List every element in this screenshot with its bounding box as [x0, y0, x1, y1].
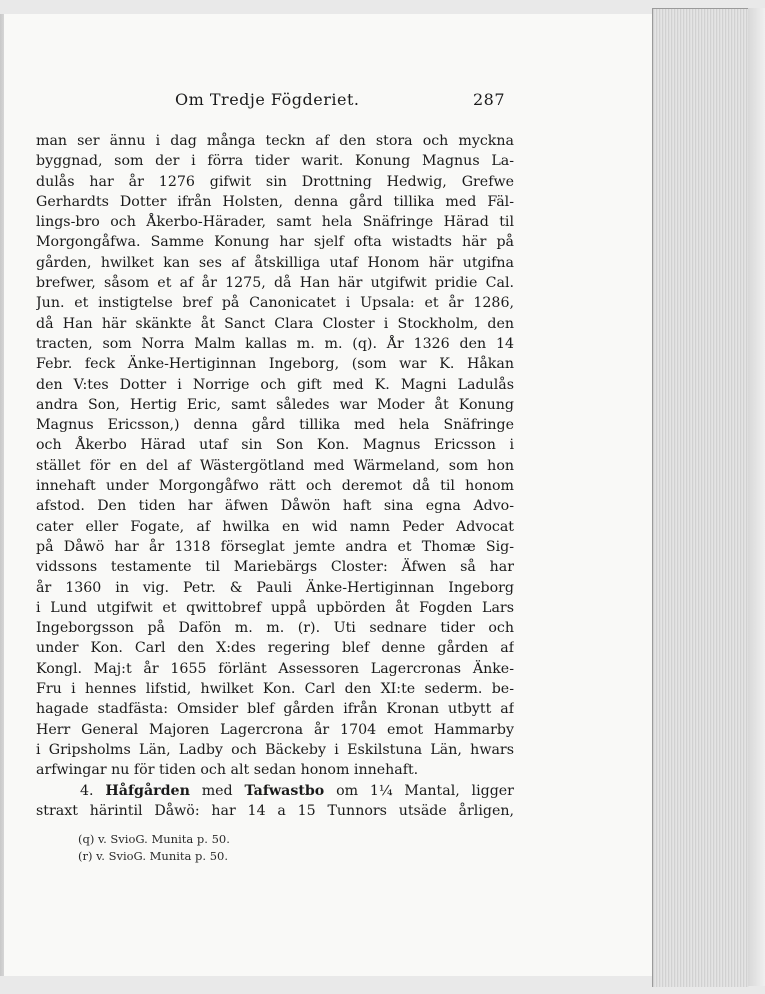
- text-line: på Dåwö har år 1318 förseglat jemte andra et Thomæ Sig-: [36, 538, 514, 555]
- place-name-tafwastbo: Tafwastbo: [244, 782, 325, 799]
- text-line: andra Son, Hertig Eric, samt således war Moder åt Konung: [36, 396, 514, 413]
- text-line: gården, hwilket kan ses af åtskilliga utaf Honom här utgifna: [36, 254, 514, 271]
- item-rest: om 1¼ Mantal, ligger: [336, 782, 514, 799]
- text-line: Kongl. Maj:t år 1655 förlänt Assessoren Lagercronas Änke-: [36, 660, 514, 677]
- footnote-q: (q) v. SvioG. Munita p. 50.: [78, 832, 230, 846]
- text-line: lings-bro och Åkerbo-Härader, samt hela Snäfringe Härad til: [36, 214, 514, 231]
- chapter-title: Om Tredje Fögderiet.: [175, 90, 360, 109]
- text-line: år 1360 in vig. Petr. & Pauli Änke-Hertiginnan Ingeborg: [36, 579, 514, 596]
- text-line: dulås har år 1276 gifwit sin Drottning Hedwig, Grefwe: [36, 173, 514, 190]
- text-line: Ingeborgsson på Dafön m. m. (r). Uti sednare tider och: [36, 620, 514, 637]
- item-number: 4.: [80, 782, 94, 799]
- text-line: brefwer, såsom et af år 1275, då Han här utgifwit pridie Cal.: [36, 275, 514, 292]
- text-line: man ser ännu i dag många teckn af den stora och myckna: [36, 133, 514, 149]
- text-line: Herr General Majoren Lagercrona år 1704 emot Hammarby: [36, 721, 514, 738]
- text-line: Jun. et instigtelse bref på Canonicatet i Upsala: et år 1286,: [36, 295, 514, 312]
- text-line: cater eller Fogate, af hwilka en wid namn Peder Advocat: [36, 518, 514, 535]
- text-line: Magnus Ericsson,) denna gård tillika med hela Snäfringe: [36, 417, 514, 434]
- book-page-edges: [652, 8, 749, 987]
- text-line: innehaft under Morgongåfwo rätt och deremot då til honom: [36, 478, 514, 495]
- body-text: [36, 131, 514, 821]
- text-line: vidssons testamente til Mariebärgs Closter: Äfwen så har: [36, 559, 514, 576]
- text-line: i Gripsholms Län, Ladby och Bäckeby i Eskilstuna Län, hwars: [36, 741, 514, 758]
- text-line: och Åkerbo Härad utaf sin Son Kon. Magnus Ericsson i: [36, 437, 514, 454]
- text-line: Fru i hennes lifstid, hwilket Kon. Carl den XI:te sederm. be-: [36, 681, 514, 698]
- item-4-line: [36, 781, 514, 801]
- text-line: Gerhardts Dotter ifrån Holsten, denna gård tillika med Fäl-: [36, 193, 514, 210]
- text-line: byggnad, som der i förra tider warit. Konung Magnus La-: [36, 153, 514, 170]
- place-name-hafgarden: Håfgården: [105, 782, 190, 799]
- footnotes: [78, 831, 378, 865]
- text-line: Febr. feck Änke-Hertiginnan Ingeborg, (som war K. Håkan: [36, 356, 514, 373]
- running-head: [175, 90, 505, 112]
- text-line: under Kon. Carl den X:des regering blef denne gården af: [36, 640, 514, 657]
- text-line: i Lund utgifwit et qwittobref uppå upbörden åt Fogden Lars: [36, 599, 514, 616]
- text-line: stället för en del af Wästergötland med Wärmeland, som hon: [36, 457, 514, 474]
- text-line: arfwingar nu för tiden och alt sedan honom innehaft.: [36, 762, 419, 779]
- footnote-r: (r) v. SvioG. Munita p. 50.: [78, 849, 228, 863]
- item-connector: med: [201, 782, 233, 799]
- text-line: afstod. Den tiden har äfwen Dåwön haft sina egna Advo-: [36, 498, 514, 515]
- text-line: Morgongåfwa. Samme Konung har sjelf ofta wistadts här på: [36, 234, 514, 251]
- page-number: 287: [472, 90, 505, 109]
- book-edge-shadow: [748, 8, 765, 986]
- text-line: tracten, som Norra Malm kallas m. m. (q). År 1326 den 14: [36, 335, 514, 352]
- text-line: hagade stadfästa: Omsider blef gården ifrån Kronan utbytt af: [36, 701, 514, 718]
- text-line: straxt härintil Dåwö: har 14 a 15 Tunnors utsäde årligen,: [36, 802, 514, 819]
- text-line: den V:tes Dotter i Norrige och gift med K. Magni Ladulås: [36, 376, 514, 393]
- text-line: då Han här skänkte åt Sanct Clara Closter i Stockholm, den: [36, 315, 514, 332]
